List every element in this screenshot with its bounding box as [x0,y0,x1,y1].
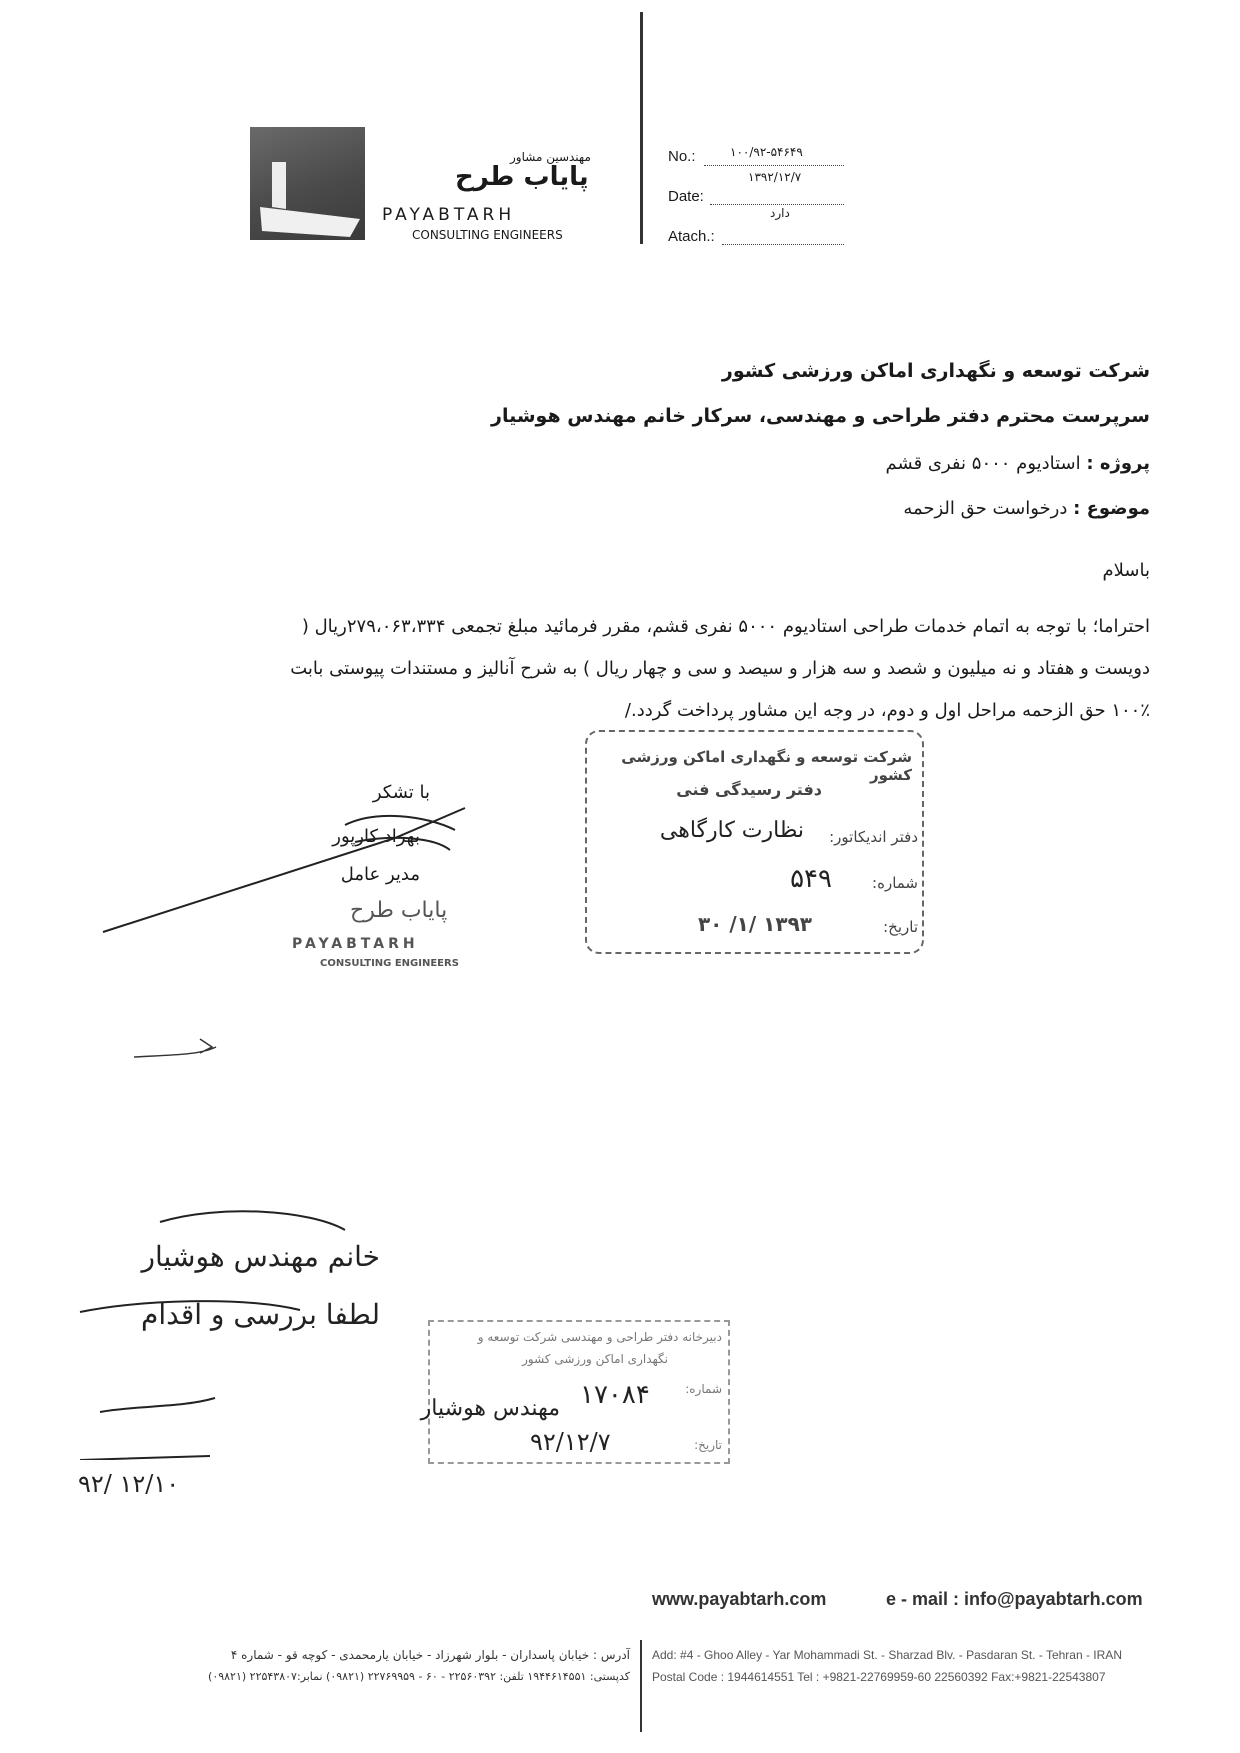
signature-scribble [95,790,495,940]
secretariat-stamp-date-label: تاریخ: [694,1438,722,1452]
number-value: ۱۰۰/۹۲-۵۴۶۴۹ [730,145,803,159]
thanks-text: با تشکر [372,782,430,803]
handwritten-date: ۹۲/ ۱۲/۱۰ [78,1470,180,1498]
signer-title: مدیر عامل [340,864,420,885]
receipt-stamp-row3-value: ۱۳۹۳ /۱/ ۳۰ [697,912,812,936]
email-link[interactable]: e - mail : info@payabtarh.com [886,1589,1143,1609]
greeting: باسلام [1102,560,1150,581]
attachment-value: دارد [770,206,790,220]
body-line-3: ۱۰۰٪ حق الزحمه مراحل اول و دوم، در وجه این مشاور پرداخت گردد./ [624,700,1150,721]
attachment-label: Atach.: [668,228,715,245]
company-logo-mark [250,127,365,240]
logo-english-name: PAYABTARH [382,205,516,225]
attachment-dotted-line [722,243,844,245]
secretariat-stamp-number-label: شماره: [685,1382,722,1396]
logo-english-subtitle: CONSULTING ENGINEERS [412,228,563,242]
date-dotted-line [710,203,844,205]
body-line-2: دویست و هفتاد و نه میلیون و شصد و سه هزار و سیصد و سی و چهار ریال ) به شرح آنالیز و مستندات پیوستی بابت [290,658,1150,679]
website-link[interactable]: www.payabtarh.com [652,1589,827,1609]
project-line [450,453,1150,474]
date-value: ۱۳۹۲/۱۲/۷ [748,170,802,184]
address-persian-line2: کدپستی: ۱۹۴۴۶۱۴۵۵۱ تلفن: ۲۲۵۶۰۳۹۲ - ۶۰ - ۲۲۷۶۹۹۵۹ (۰۹۸۲۱) نمابر:۲۲۵۴۳۸۰۷ (۰۹۸۲۱) [208,1670,630,1683]
receipt-stamp [585,730,924,954]
receipt-stamp-row1-value: نظارت کارگاهی [659,818,804,843]
number-label: No.: [668,148,696,165]
handwritten-line-2: لطفا بررسی و اقدام [141,1298,380,1331]
project-label: پروژه : [1086,453,1150,474]
logo-stripe-icon [250,127,365,240]
company-stamp-persian: پایاب طرح [350,898,448,923]
body-line-1: احتراما؛ با توجه به اتمام خدمات طراحی استادیوم ۵۰۰۰ نفری قشم، مقرر فرمائید مبلغ تجمعی ۲۷۹،۰۶۳،۳۳۴ریال ( [301,616,1150,637]
attention-line: سرپرست محترم دفتر طراحی و مهندسی، سرکار خانم مهندس هوشیار [491,405,1150,427]
subject-label: موضوع : [1073,498,1150,519]
logo-persian-name: پایاب طرح [455,162,589,192]
address-english-line1: Add: #4 - Ghoo Alley - Yar Mohammadi St. - Sharzad Blv. - Pasdaran St. - Tehran - IRAN [652,1648,1122,1662]
company-stamp-english: PAYABTARH [292,936,419,952]
logo-persian-subtitle: مهندسین مشاور [510,150,591,164]
header-divider [640,12,643,244]
receipt-stamp-row2-label: شماره: [872,874,918,892]
subject-line [450,498,1150,519]
receipt-stamp-row1-label: دفتر اندیکاتور: [829,828,918,846]
signer-name: بهزاد کارپور [332,826,420,847]
mark-scribble [130,1025,230,1065]
secretariat-stamp [420,1320,730,1464]
secretariat-stamp-line2: نگهداری اماکن ورزشی کشور [522,1352,668,1366]
project-value: استادیوم ۵۰۰۰ نفری قشم [885,453,1081,474]
receipt-stamp-org: شرکت توسعه و نگهداری اماکن ورزشی کشور [621,748,912,784]
company-stamp-english-sub: CONSULTING ENGINEERS [320,958,459,969]
receipt-stamp-row2-value: ۵۴۹ [790,864,832,894]
secretariat-stamp-line1: دبیرخانه دفتر طراحی و مهندسی شرکت توسعه و [477,1330,722,1344]
handwritten-line-1: خانم مهندس هوشیار [141,1240,380,1273]
handwriting-strokes [60,1200,400,1460]
secretariat-stamp-number-value: ۱۷۰۸۴ [580,1380,650,1410]
receipt-stamp-row3-label: تاریخ: [883,918,918,936]
date-label: Date: [668,188,704,205]
footer-divider [640,1640,642,1732]
receipt-stamp-office: دفتر رسیدگی فنی [676,780,822,799]
address-english-line2: Postal Code : 1944614551 Tel : +9821-22769959-60 22560392 Fax:+9821-22543807 [652,1670,1106,1684]
recipient-line: شرکت توسعه و نگهداری اماکن ورزشی کشور [721,360,1150,382]
secretariat-stamp-date-value: ۹۲/۱۲/۷ [530,1428,611,1456]
number-dotted-line [704,164,844,166]
secretariat-stamp-handwriting: مهندس هوشیار [420,1396,560,1421]
subject-value: درخواست حق الزحمه [903,498,1068,519]
address-persian-line1: آدرس : خیابان پاسداران - بلوار شهرزاد - خیابان یارمحمدی - کوچه قو - شماره ۴ [230,1648,630,1662]
